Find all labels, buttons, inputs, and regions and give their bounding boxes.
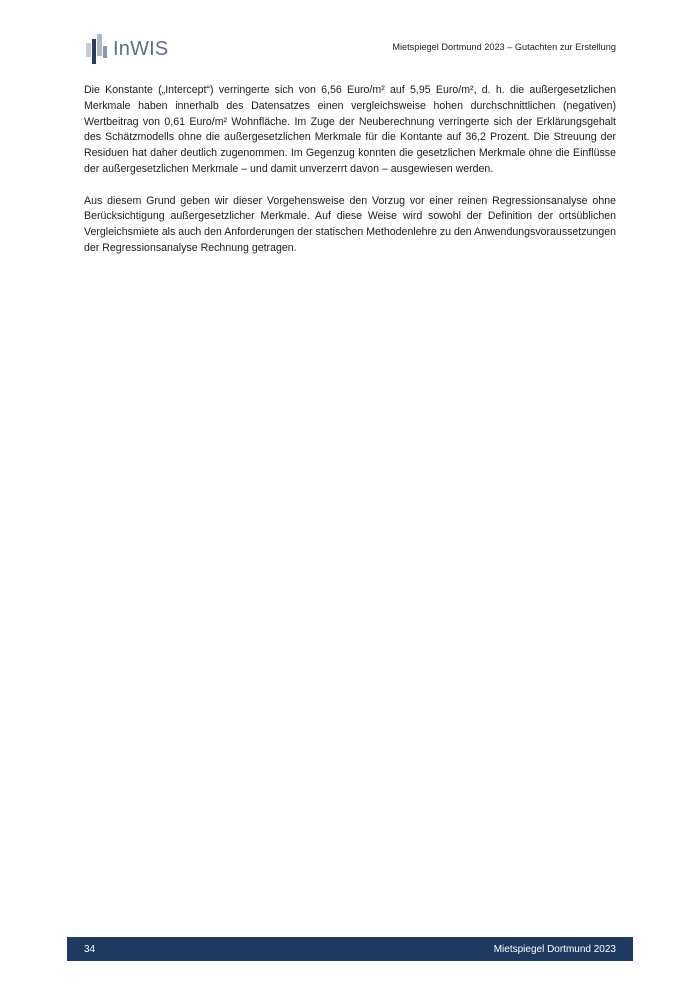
inwis-logo-icon [86, 34, 108, 64]
paragraph: Aus diesem Grund geben wir dieser Vorgehensweise den Vorzug vor einer reinen Regressionsanalyse ohne Berücksichtigung außergesetzlicher Merkmale. Auf diese Weise wird sowohl der Definition der ortsüblichen Vergleichsmiete als auch den Anforderungen der statischen Methodenlehre zu den Anwendungsvoraussetzungen der Regressionsanalyse Rechnung getragen. [84, 194, 616, 254]
page-number: 34 [84, 943, 96, 955]
running-header: Mietspiegel Dortmund 2023 – Gutachten zur Erstellung [392, 42, 616, 52]
paragraph: Die Konstante („Intercept“) verringerte sich von 6,56 Euro/m² auf 5,95 Euro/m², d. h. die außergesetzlichen Merkmale haben innerhalb des Datensatzes einen vergleichsweise hohen durchschnittlichen (negativen) Wertbeitrag von 0,61 Euro/m² Wohnfläche. Im Zuge der Neuberechnung verringerte sich der Erklärungsgehalt des Schätzmodells ohne die außergesetzlichen Merkmale für die Kontante auf 36,2 Prozent. Die Streuung der Residuen hat daher deutlich zugenommen. Im Gegenzug konnten die gesetzlichen Merkmale ohne die Einflüsse der außergesetzlichen Merkmale – und damit unverzerrt davon – ausgewiesen werden. [84, 84, 616, 175]
inwis-logo [86, 34, 168, 64]
logo-wordmark: InWIS [113, 37, 169, 60]
page-footer [67, 937, 633, 961]
footer-title: Mietspiegel Dortmund 2023 [493, 943, 616, 955]
main-text [84, 83, 616, 273]
